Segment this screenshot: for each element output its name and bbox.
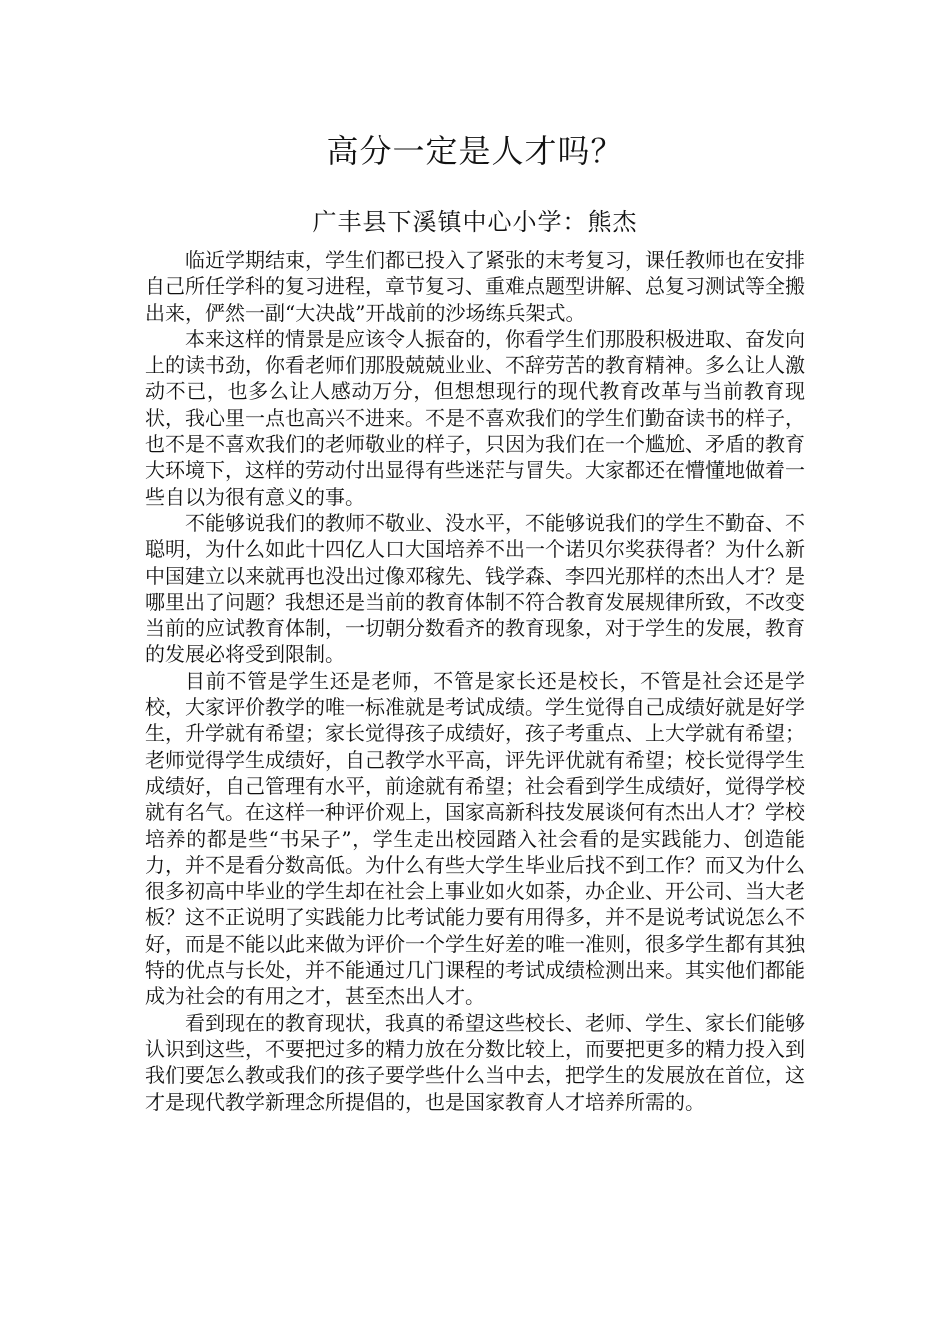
paragraph: 目前不管是学生还是老师，不管是家长还是校长，不管是社会还是学校，大家评价教学的唯一标准就是考试成绩。学生觉得自己成绩好就是好学生，升学就有希望；家长觉得孩子成绩好，孩子考重点、上大学就有希望；老师觉得学生成绩好，自己教学水平高，评先评优就有希望；校长觉得学生成绩好，自己管理有水平，前途就有希望；社会看到学生成绩好，觉得学校就有名气。在这样一种评价观上，国家高新科技发展谈何有杰出人才？学校培养的都是些“书呆子”，学生走出校园踏入社会看的是实践能力、创造能力，并不是看分数高低。为什么有些大学生毕业后找不到工作？而又为什么很多初高中毕业的学生却在社会上事业如火如荼，办企业、开公司、当大老板？这不正说明了实践能力比考试能力要有用得多，并不是说考试说怎么不好，而是不能以此来做为评价一个学生好差的唯一准则，很多学生都有其独特的优点与长处，并不能通过几门课程的考试成绩检测出来。其实他们都能成为社会的有用之才，甚至杰出人才。	[145, 668, 805, 1009]
paragraph: 本来这样的情景是应该令人振奋的，你看学生们那股积极进取、奋发向上的读书劲，你看老师们那股兢兢业业、不辞劳苦的教育精神。多么让人激动不已，也多么让人感动万分，但想想现行的现代教育改革与当前教育现状，我心里一点也高兴不进来。不是不喜欢我们的学生们勤奋读书的样子，也不是不喜欢我们的老师敬业的样子，只因为我们在一个尴尬、矛盾的教育大环境下，这样的劳动付出显得有些迷茫与冒失。大家都还在懵懂地做着一些自以为很有意义的事。	[145, 326, 805, 509]
document-body	[145, 247, 805, 1115]
paragraph: 不能够说我们的教师不敬业、没水平，不能够说我们的学生不勤奋、不聪明，为什么如此十四亿人口大国培养不出一个诺贝尔奖获得者？为什么新中国建立以来就再也没出过像邓稼先、钱学森、李四光那样的杰出人才？是哪里出了问题？我想还是当前的教育体制不符合教育发展规律所致，不改变当前的应试教育体制，一切朝分数看齐的教育现象，对于学生的发展，教育的发展必将受到限制。	[145, 510, 805, 667]
paragraph: 临近学期结束，学生们都已投入了紧张的末考复习，课任教师也在安排自己所任学科的复习进程，章节复习、重难点题型讲解、总复习测试等全搬出来，俨然一副“大决战”开战前的沙场练兵架式。	[145, 248, 805, 325]
author-line: 广丰县下溪镇中心小学：熊杰	[312, 208, 638, 236]
document-title: 高分一定是人才吗？	[326, 132, 624, 170]
paragraph: 看到现在的教育现状，我真的希望这些校长、老师、学生、家长们能够认识到这些，不要把过多的精力放在分数比较上，而要把更多的精力投入到我们要怎么教或我们的孩子要学些什么当中去，把学生的发展放在首位，这才是现代教学新理念所提倡的，也是国家教育人才培养所需的。	[145, 1010, 805, 1114]
